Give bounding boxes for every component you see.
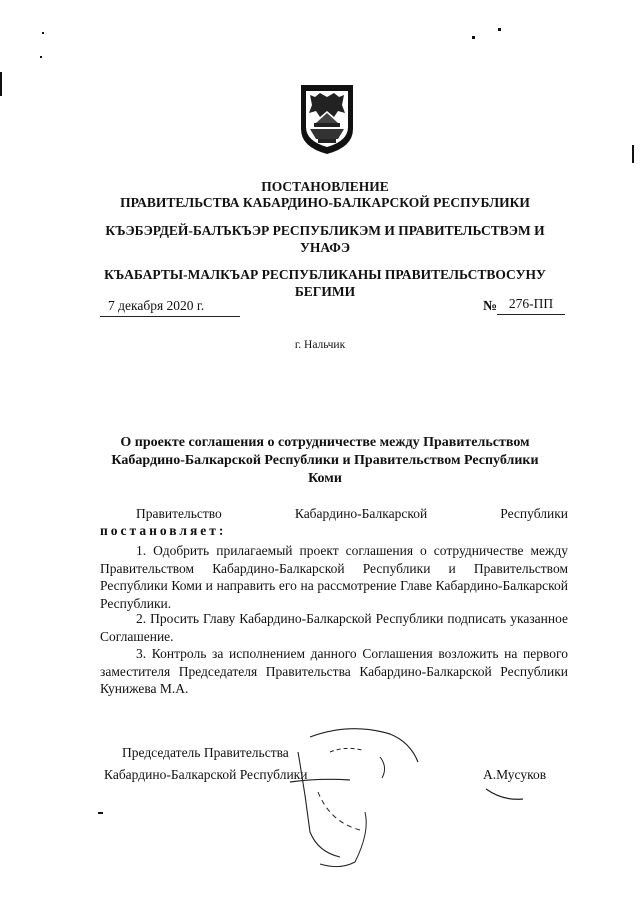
- number-sign: №: [483, 299, 498, 314]
- scan-dot: [40, 56, 42, 58]
- decree-title: О проекте соглашения о сотрудничестве между Правительством Кабардино-Балкарской Республики и Правительством Республики Коми: [111, 435, 539, 486]
- scan-dot: [498, 28, 501, 31]
- signer-position-line2: Кабардино-Балкарской Республики: [104, 767, 308, 782]
- scan-dot: [98, 812, 103, 814]
- city-label: г. Нальчик: [294, 339, 346, 351]
- issuer-heading-kabardian: КЪЭБЭРДЕЙ-БАЛЪКЪЭР РЕСПУБЛИКЭМ И ПРАВИТЕЛЬСТВЭМ И УНАФЭ: [105, 223, 545, 255]
- signature-flourish: [483, 783, 533, 805]
- scan-dot: [472, 36, 475, 39]
- scan-dot: [42, 32, 44, 34]
- signer-name: А.Мусуков: [483, 767, 547, 782]
- paragraph-1: 1. Одобрить прилагаемый проект соглашения о сотрудничестве между Правительством Кабардино-Балкарской Республики и Правительством Республики Коми и направить его на рассмотрение Главе Кабардино-Балкарской Республики.: [100, 543, 568, 611]
- decree-verb: постановляет:: [100, 523, 227, 538]
- scan-edge-mark: [632, 145, 634, 163]
- intro-line: Правительство Кабардино-Балкарской Республики: [136, 506, 568, 521]
- coat-of-arms-emblem: [298, 83, 356, 155]
- document-type-heading: ПОСТАНОВЛЕНИЕ: [261, 179, 389, 194]
- paragraph-2: 2. Просить Главу Кабардино-Балкарской Республики подписать указанное Соглашение.: [100, 611, 568, 644]
- issuer-heading-balkar: КЪАБАРТЫ-МАЛКЪАР РЕСПУБЛИКАНЫ ПРАВИТЕЛЬСТВОСУНУ БЕГИМИ: [104, 267, 546, 299]
- scan-edge-mark: [0, 72, 2, 96]
- handwritten-signature: [270, 722, 440, 872]
- signer-position-line1: Председатель Правительства: [122, 745, 289, 760]
- paragraph-3: 3. Контроль за исполнением данного Соглашения возложить на первого заместителя Председателя Правительства Кабардино-Балкарской Республики Кунижева М.А.: [100, 646, 568, 696]
- decree-date: 7 декабря 2020 г.: [100, 298, 240, 317]
- decree-number: 276-ПП: [497, 296, 565, 315]
- issuer-heading: ПРАВИТЕЛЬСТВА КАБАРДИНО-БАЛКАРСКОЙ РЕСПУБЛИКИ: [120, 195, 530, 210]
